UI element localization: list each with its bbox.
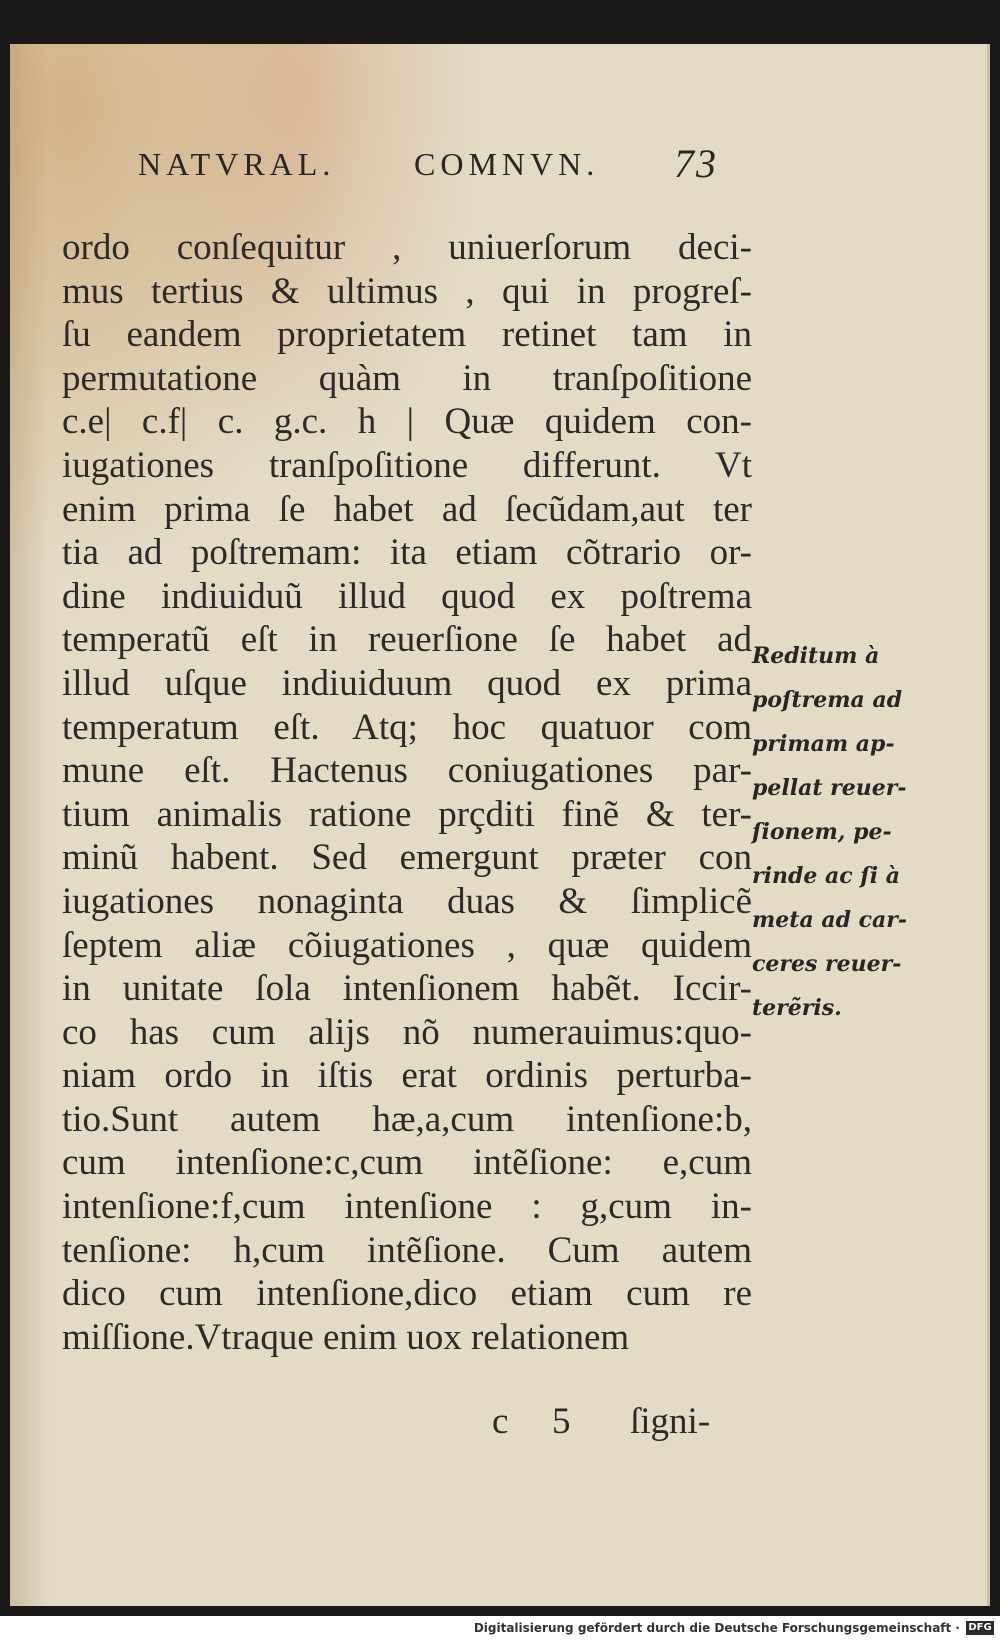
text-line: temperatũ eſt in reuerſione ſe habet ad xyxy=(62,619,752,661)
marginal-note-line: ceres reuer- xyxy=(752,951,902,977)
marginal-note-line: terẽris. xyxy=(752,995,842,1021)
text-line: c.e| c.f| c. g.c. h | Quæ quidem con- xyxy=(62,401,752,443)
text-line: minũ habent. Sed emergunt præter con xyxy=(62,837,752,879)
page-number: 73 xyxy=(674,141,718,186)
catchline xyxy=(482,1400,752,1448)
marginal-note xyxy=(752,634,912,1030)
signature-number: 5 xyxy=(552,1401,571,1442)
marginal-note-line: meta ad car- xyxy=(752,907,908,933)
catchword: ſigni- xyxy=(630,1401,711,1442)
digitization-footer xyxy=(0,1618,1000,1640)
signature-mark: c xyxy=(492,1401,509,1442)
text-line: iugationes tranſpoſitione differunt. Vt xyxy=(62,444,752,486)
footer-credit: Digitalisierung gefördert durch die Deutsche Forschungsgemeinschaft · xyxy=(473,1621,960,1635)
marginal-note-line: primam ap- xyxy=(752,731,895,757)
marginal-note-line: poſtrema ad xyxy=(752,687,903,713)
text-line: in unitate ſola intenſionem habẽt. Iccir- xyxy=(62,968,752,1010)
text-line: cum intenſione:c,cum intẽſione: e,cum xyxy=(62,1142,752,1184)
text-line: tenſione: h,cum intẽſione. Cum autem xyxy=(62,1229,752,1271)
text-line: illud uſque indiuiduum quod ex prima xyxy=(62,662,752,704)
marginal-note-line: rinde ac ſi à xyxy=(752,863,901,889)
text-line: ſu eandem proprietatem retinet tam in xyxy=(62,314,752,356)
text-line: tia ad poſtremam: ita etiam cõtrario or- xyxy=(62,532,752,574)
text-line: permutatione quàm in tranſpoſitione xyxy=(62,357,752,399)
text-line: niam ordo in iſtis erat ordinis perturba- xyxy=(62,1055,752,1097)
text-line: mus tertius & ultimus , qui in progreſ- xyxy=(62,270,752,312)
text-line: co has cum alijs nõ numerauimus:quo- xyxy=(62,1011,752,1053)
text-line: ordo conſequitur , uniuerſorum deci- xyxy=(62,227,752,268)
text-line: temperatum eſt. Atq; hoc quatuor com xyxy=(62,706,752,748)
book-page xyxy=(10,44,990,1606)
text-line: iugationes nonaginta duas & ſimplicẽ xyxy=(62,880,752,922)
marginal-note-line: pellat reuer- xyxy=(752,775,907,801)
marginal-note-line: ſionem, pe- xyxy=(752,819,892,845)
running-head-left: NATVRAL. xyxy=(138,146,336,182)
text-line: miſſione.Vtraque enim uox relationem xyxy=(62,1316,630,1358)
text-line: ſeptem aliæ cõiugationes , quæ quidem xyxy=(62,924,752,966)
text-line: intenſione:f,cum intenſione : g,cum in- xyxy=(62,1186,752,1228)
body-text xyxy=(62,226,752,1359)
text-line: mune eſt. Hactenus coniugationes par- xyxy=(62,750,752,792)
text-line: dine indiuiduũ illud quod ex poſtrema xyxy=(62,575,752,617)
running-head-center: COMNVN. xyxy=(414,146,600,182)
text-line: enim prima ſe habet ad ſecũdam,aut ter xyxy=(62,488,752,530)
text-line: tium animalis ratione prçditi finẽ & ter- xyxy=(62,793,752,835)
marginal-note-line: Reditum à xyxy=(752,643,880,669)
text-line: tio.Sunt autem hæ,a,cum intenſione:b, xyxy=(62,1098,752,1140)
running-head xyxy=(138,142,758,186)
text-line: dico cum intenſione,dico etiam cum re xyxy=(62,1273,752,1315)
dfg-logo-icon: DFG xyxy=(966,1621,994,1635)
